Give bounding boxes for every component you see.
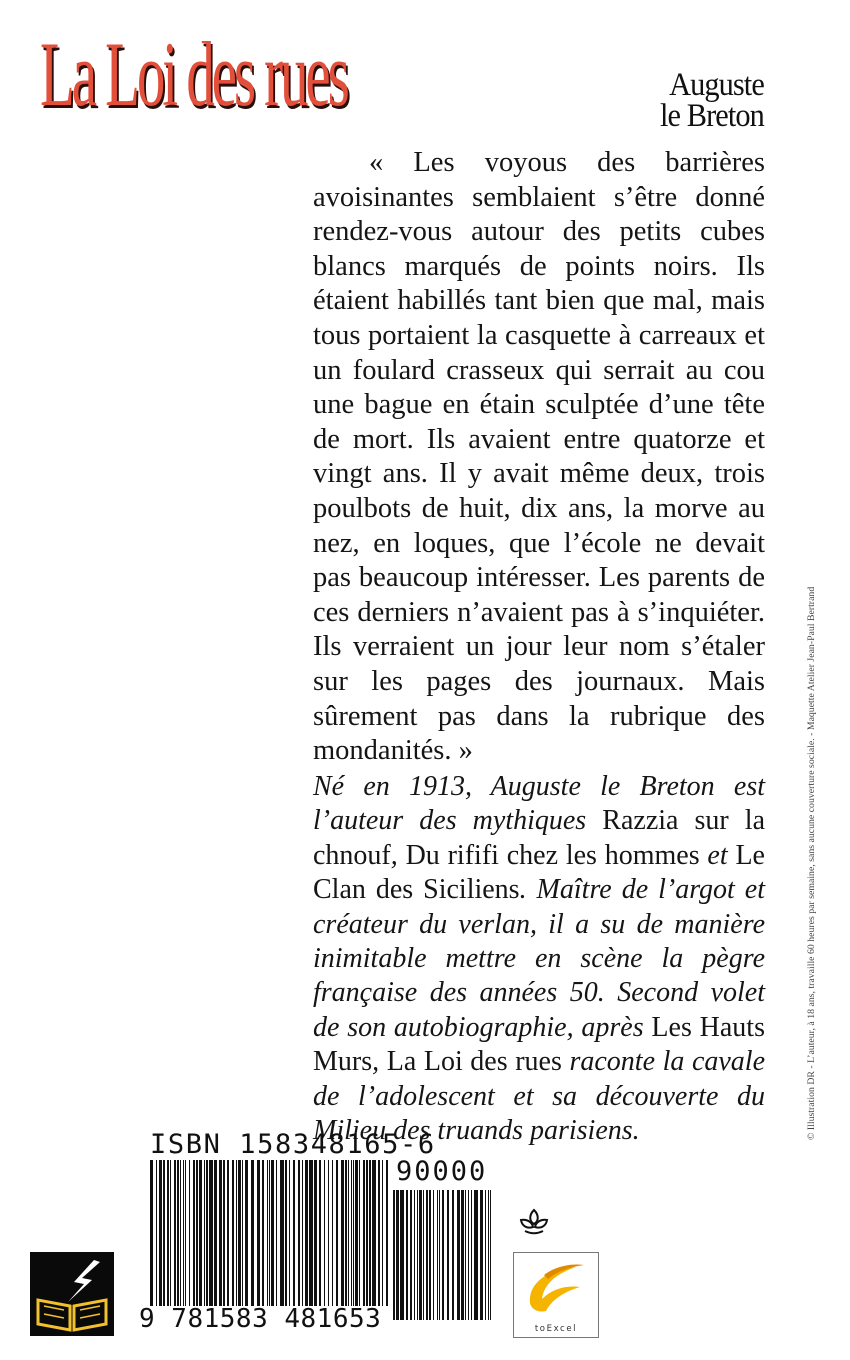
- barcode-bar: [328, 1160, 329, 1306]
- lotus-icon: [517, 1207, 551, 1237]
- barcode-bar: [251, 1160, 254, 1306]
- bio-text: raconte la cavale de l’adolescent et sa découverte du Milieu des truands parisiens.: [313, 1046, 766, 1147]
- barcode-bar: [214, 1160, 217, 1306]
- barcode-bar: [461, 1190, 464, 1320]
- bio-text: et: [699, 839, 736, 871]
- work-title: La Loi des rues: [386, 1046, 562, 1078]
- price-code: 90000: [396, 1156, 488, 1187]
- barcode-bar: [163, 1160, 165, 1306]
- barcode-bar: [196, 1160, 198, 1306]
- barcode-bar: [204, 1160, 205, 1306]
- barcode-bar: [447, 1190, 449, 1320]
- barcode-bar: [285, 1160, 287, 1306]
- barcode-bar: [280, 1160, 284, 1306]
- barcode-bar: [219, 1160, 222, 1306]
- barcode-bar: [345, 1160, 347, 1306]
- barcode-bar: [471, 1190, 472, 1320]
- work-title: Le Clan des Siciliens: [313, 839, 765, 906]
- barcode-bar: [199, 1160, 202, 1306]
- barcode-bar: [419, 1190, 422, 1320]
- barcode-bar: [150, 1160, 153, 1306]
- barcode-bar: [293, 1160, 295, 1306]
- barcode-bar: [423, 1190, 424, 1320]
- barcode-bar: [488, 1190, 489, 1320]
- barcode-bar: [267, 1160, 268, 1306]
- book-title: La Loi des rues: [40, 23, 347, 125]
- barcode-bar: [348, 1160, 349, 1306]
- open-book-lightning-icon: [30, 1252, 114, 1336]
- barcode-bar: [429, 1190, 431, 1320]
- barcode-bar: [332, 1160, 333, 1306]
- barcode-bar: [223, 1160, 225, 1306]
- barcode-bar: [336, 1160, 338, 1306]
- work-title: Les Hauts Murs: [313, 1011, 765, 1078]
- ean-number: 9 781583 481653: [139, 1304, 382, 1334]
- barcode-bar: [193, 1160, 195, 1306]
- barcode-bar: [378, 1160, 380, 1306]
- barcode-bar: [167, 1160, 169, 1306]
- barcode-bar: [426, 1190, 428, 1320]
- barcode-bar: [490, 1190, 491, 1320]
- barcode-bar: [245, 1160, 248, 1306]
- barcode-bar: [372, 1160, 376, 1306]
- barcode-bar: [298, 1160, 300, 1306]
- barcode-bar: [238, 1160, 241, 1306]
- barcode-bar: [177, 1160, 179, 1306]
- bio-text: . Maître de l’argot et créateur du verlan, il a su de manière inimitable mettre en scène la pègre française des années 50. Second volet de son autobiographie, après: [313, 874, 766, 1043]
- barcode-bar: [366, 1160, 368, 1306]
- barcode-bar: [386, 1160, 388, 1306]
- barcode-bar: [382, 1160, 383, 1306]
- barcode-bar: [180, 1160, 181, 1306]
- isbn-label: ISBN 158348165-6: [150, 1129, 436, 1160]
- work-title: Razzia sur la chnouf: [313, 805, 766, 871]
- barcode-bar: [414, 1190, 415, 1320]
- barcode-bar: [209, 1160, 213, 1306]
- barcode-bar: [305, 1160, 308, 1306]
- barcode-bar: [457, 1190, 460, 1320]
- barcode-bar: [309, 1160, 313, 1306]
- barcode-bar: [174, 1160, 176, 1306]
- barcode-bar: [437, 1190, 438, 1320]
- barcode-bar: [396, 1190, 399, 1320]
- barcode-bar: [400, 1190, 404, 1320]
- barcode-bar: [302, 1160, 303, 1306]
- publisher-logo: [513, 1252, 599, 1338]
- toexcel-swoosh-logo: [514, 1253, 598, 1321]
- barcode-bar: [319, 1160, 321, 1306]
- barcode-bar: [369, 1160, 371, 1306]
- addon-barcode: [393, 1190, 491, 1320]
- bio-text: ,: [372, 1046, 387, 1078]
- barcode-bar: [442, 1190, 444, 1320]
- barcode-bar: [206, 1160, 208, 1306]
- ean-barcode: [150, 1160, 388, 1306]
- barcode-bar: [452, 1190, 454, 1320]
- barcode-bar: [189, 1160, 190, 1306]
- barcode-bar: [353, 1160, 354, 1306]
- barcode-bar: [363, 1160, 365, 1306]
- barcode-bar: [236, 1160, 237, 1306]
- barcode-bar: [276, 1160, 277, 1306]
- author-bio: [313, 770, 765, 1148]
- barcode-bar: [433, 1190, 434, 1320]
- barcode-bar: [269, 1160, 270, 1306]
- barcode-bar: [324, 1160, 325, 1306]
- barcode-bar: [351, 1160, 352, 1306]
- author-first-name: Auguste: [669, 67, 764, 103]
- barcode-bar: [257, 1160, 260, 1306]
- barcode-bar: [271, 1160, 274, 1306]
- barcode-bar: [289, 1160, 290, 1306]
- barcode-bar: [465, 1190, 466, 1320]
- barcode-bar: [406, 1190, 408, 1320]
- barcode-bar: [355, 1160, 358, 1306]
- barcode-bar: [232, 1160, 234, 1306]
- excerpt-quote: « Les voyous des barrières avoisinantes semblaient s’être donné rendez-vous autour des petits cubes blancs marqués de points noirs. Ils étaient habillés tant bien que mal, mais tous portaient la casquette à carreaux et un foulard crasseux qui serrait au cou une bague en étain sculptée d’une tête de mort. Ils avaient entre quatorze et vingt ans. Il y avait même deux, trois poulbots de huit, dix ans, la morve au nez, en loques, que l’école ne devait pas beaucoup intéresser. Les parents de ces derniers n’avaient pas à s’inquiéter. Ils verraient un jour leur nom s’étaler sur les pages des journaux. Mais sûrement pas dans la rubrique des mondanités. »: [313, 147, 765, 767]
- barcode-bar: [242, 1160, 243, 1306]
- barcode-bar: [359, 1160, 360, 1306]
- publisher-name: toExcel: [534, 1324, 578, 1334]
- barcode-bar: [410, 1190, 412, 1320]
- barcode-bar: [474, 1190, 478, 1320]
- author-name: [660, 67, 764, 134]
- bio-text: ,: [390, 839, 406, 871]
- barcode-bar: [170, 1160, 171, 1306]
- barcode-bar: [227, 1160, 229, 1306]
- barcode-bar: [393, 1190, 395, 1320]
- author-last-name: le Breton: [660, 98, 764, 134]
- barcode-bar: [156, 1160, 157, 1306]
- barcode-bar: [468, 1190, 469, 1320]
- barcode-bar: [159, 1160, 162, 1306]
- barcode-bar: [341, 1160, 344, 1306]
- barcode-bar: [314, 1160, 317, 1306]
- barcode-bar: [183, 1160, 184, 1306]
- barcode-bar: [262, 1160, 264, 1306]
- barcode-bar: [439, 1190, 440, 1320]
- barcode-bar: [485, 1190, 486, 1320]
- barcode-bar: [185, 1160, 186, 1306]
- work-title: Du rififi chez les hommes: [405, 839, 700, 871]
- barcode-bar: [480, 1190, 483, 1320]
- barcode-bar: [417, 1190, 418, 1320]
- illustration-credit: © Illustration DR - L’auteur, à 18 ans, travaille 60 heures par semaine, sans aucune couverture sociale. - Maquette Atelier Jean-Paul Bertrand: [806, 586, 817, 1140]
- bio-text: Né en 1913, Auguste le Breton est l’auteur des mythiques: [313, 771, 765, 837]
